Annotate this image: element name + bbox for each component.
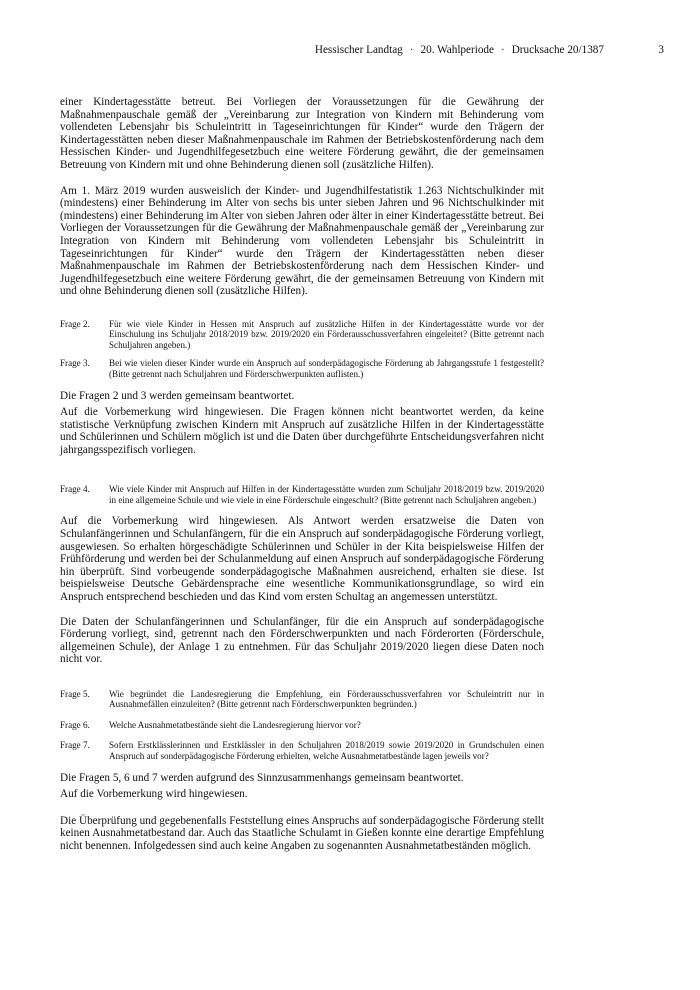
paragraph: Auf die Vorbemerkung wird hingewiesen. Als Antwort werden ersatzweise die Daten von Schulanfängerinnen und Schulanfängern, für die ein Anspruch auf sonderpädagogische Förderung vorliegt, ausgewiesen. So erhalten hörgeschädigte Schülerinnen und Schüler in der Kita beispielsweise Hilfen der Frühförderung und werden bei der Schulanmeldung auf einen Anspruch auf sonderpädagogische Förderung hin überprüft. Sind vorbeugende sonderpädagogische Maßnahmen ausreichend, erhalten sie diese. Ist beispielsweise Deutsche Gebärdensprache eine wesentliche Kommunikationsgrundlage, so wird ein Anspruch entsprechend beschieden und das Kind vom ersten Schultag an angemessen unterstützt. xyxy=(60,515,544,603)
question-label: Frage 5. xyxy=(60,688,90,699)
paragraph: einer Kindertagesstätte betreut. Bei Vorliegen der Voraussetzungen für die Gewährung der Maßnahmenpauschale gemäß der „Vereinbarung zur Integration von Kindern mit Behinderung vom vollendeten Lebensjahr bis Schuleintritt in Tageseinrichtungen für Kinder“ wurde den Trägern der Kindertagesstätten neben dieser Maßnahmenpauschale im Rahmen der Betriebskostenförderung nach dem Hessischen Kinder- und Jugendhilfegesetzbuch eine weitere Förderung gewährt, die der gemeinsamen Betreuung von Kindern mit und ohne Behinderung dienen soll (zusätzliche Hilfen). xyxy=(60,96,544,171)
question-block xyxy=(60,319,544,351)
question-block xyxy=(60,358,544,379)
page-header xyxy=(60,43,664,61)
question-block xyxy=(60,720,544,731)
header-separator: · xyxy=(409,44,414,56)
question-label: Frage 6. xyxy=(60,719,90,730)
question-text: Bei wie vielen dieser Kinder wurde ein Anspruch auf sonderpädagogische Förderung ab Jahrgangsstufe 1 festgestellt? (Bitte getrennt nach Schuljahren und Förderschwerpunkten auflisten.) xyxy=(109,358,544,379)
document-body xyxy=(60,80,544,852)
paragraph: Am 1. März 2019 wurden ausweislich der Kinder- und Jugendhilfestatistik 1.263 Nichtschulkinder mit (mindestens) einer Behinderung im Alter von sechs bis unter sieben Jahren und 96 Nichtschulkinder mit (mindestens) einer Behinderung im Alter von sieben Jahren oder älter in einer Kindertagesstätte betreut. Bei Vorliegen der Voraussetzungen für die Gewährung der Maßnahmenpauschale gemäß der „Vereinbarung zur Integration von Kindern mit Behinderung vom vollendeten Lebensjahr bis Schuleintritt in Tageseinrichtungen für Kinder“ wurde den Trägern der Kindertagesstätten neben dieser Maßnahmenpauschale im Rahmen der Betriebskostenförderung nach dem Hessischen Kinder- und Jugendhilfegesetzbuch eine weitere Förderung gewährt, die der gemeinsamen Betreuung von Kindern mit und ohne Behinderung dienen soll (zusätzliche Hilfen). xyxy=(60,184,544,298)
question-block xyxy=(60,689,544,710)
header-separator: · xyxy=(500,44,505,56)
question-label: Frage 7. xyxy=(60,740,90,751)
page-number: 3 xyxy=(658,44,664,56)
question-label: Frage 3. xyxy=(60,358,90,369)
question-text: Sofern Erstklässlerinnen und Erstklässler in den Schuljahren 2018/2019 sowie 2019/2020 in Grundschulen einen Anspruch auf sonderpädagogische Förderung erhielten, welche Ausnahmetatbestände lagen jeweils vor? xyxy=(109,740,544,761)
question-label: Frage 2. xyxy=(60,318,90,329)
question-block xyxy=(60,484,544,505)
header-period: 20. Wahlperiode xyxy=(420,44,494,56)
answer-intro: Die Fragen 2 und 3 werden gemeinsam beantwortet. xyxy=(60,390,295,403)
paragraph: Auf die Vorbemerkung wird hingewiesen. xyxy=(60,788,248,800)
question-text: Wie viele Kinder mit Anspruch auf Hilfen in der Kindertagesstätte wurden zum Schuljahr 2018/2019 bzw. 2019/2020 in eine allgemeine Schule und wie viele in eine Förderschule eingeschult? (Bitte getrennt nach Schuljahren angeben.) xyxy=(109,484,544,505)
header-parliament: Hessischer Landtag xyxy=(314,44,403,56)
header-text xyxy=(315,43,604,57)
paragraph: Auf die Vorbemerkung wird hingewiesen. Die Fragen können nicht beantwortet werden, da keine statistische Verknüpfung zwischen Kindern mit Anspruch auf zusätzliche Hilfen in der Kindertagesstätte und Schülerinnen und Schülern möglich ist und die Daten über durchgeführte Entscheidungsverfahren nicht jahrgangsspezifisch vorliegen. xyxy=(60,406,544,456)
question-text: Wie begründet die Landesregierung die Empfehlung, ein Förderausschussverfahren vor Schuleintritt nur in Ausnahmefällen einzuleiten? (Bitte getrennt nach Förderschwerpunkten begründen.) xyxy=(109,688,544,710)
answer-intro: Die Fragen 5, 6 und 7 werden aufgrund des Sinnzusammenhangs gemeinsam beantwortet. xyxy=(60,772,464,785)
question-block xyxy=(60,740,544,761)
paragraph: Die Überprüfung und gegebenenfalls Feststellung eines Anspruchs auf sonderpädagogische Förderung stellt keinen Ausnahmetatbestand dar. Auch das Staatliche Schulamt in Gießen konnte eine derartige Empfehlung nicht benennen. Infolgedessen sind auch keine Angaben zu sogenannten Ausnahmetatbeständen möglich. xyxy=(60,814,544,852)
paragraph: Die Daten der Schulanfängerinnen und Schulanfänger, für die ein Anspruch auf sonderpädagogische Förderung vorliegt, sind, getrennt nach den Förderschwerpunkten und nach Förderorten (Förderschule, allgemeinen Schule), der Anlage 1 zu entnehmen. Für das Schuljahr 2019/2020 liegen diese Daten noch nicht vor. xyxy=(60,615,544,666)
question-text: Welche Ausnahmetatbestände sieht die Landesregierung hiervor vor? xyxy=(109,719,361,730)
question-label: Frage 4. xyxy=(60,484,90,495)
header-print-number: Drucksache 20/1387 xyxy=(511,44,604,56)
question-text: Für wie viele Kinder in Hessen mit Anspruch auf zusätzliche Hilfen in der Kindertagesstätte wurde vor der Einschulung ins Schuljahr 2018/2019 bzw. 2019/2020 ein Förderausschussverfahren eingeleitet? (Bitte getrennt nach Schuljahren angeben.) xyxy=(109,318,544,350)
